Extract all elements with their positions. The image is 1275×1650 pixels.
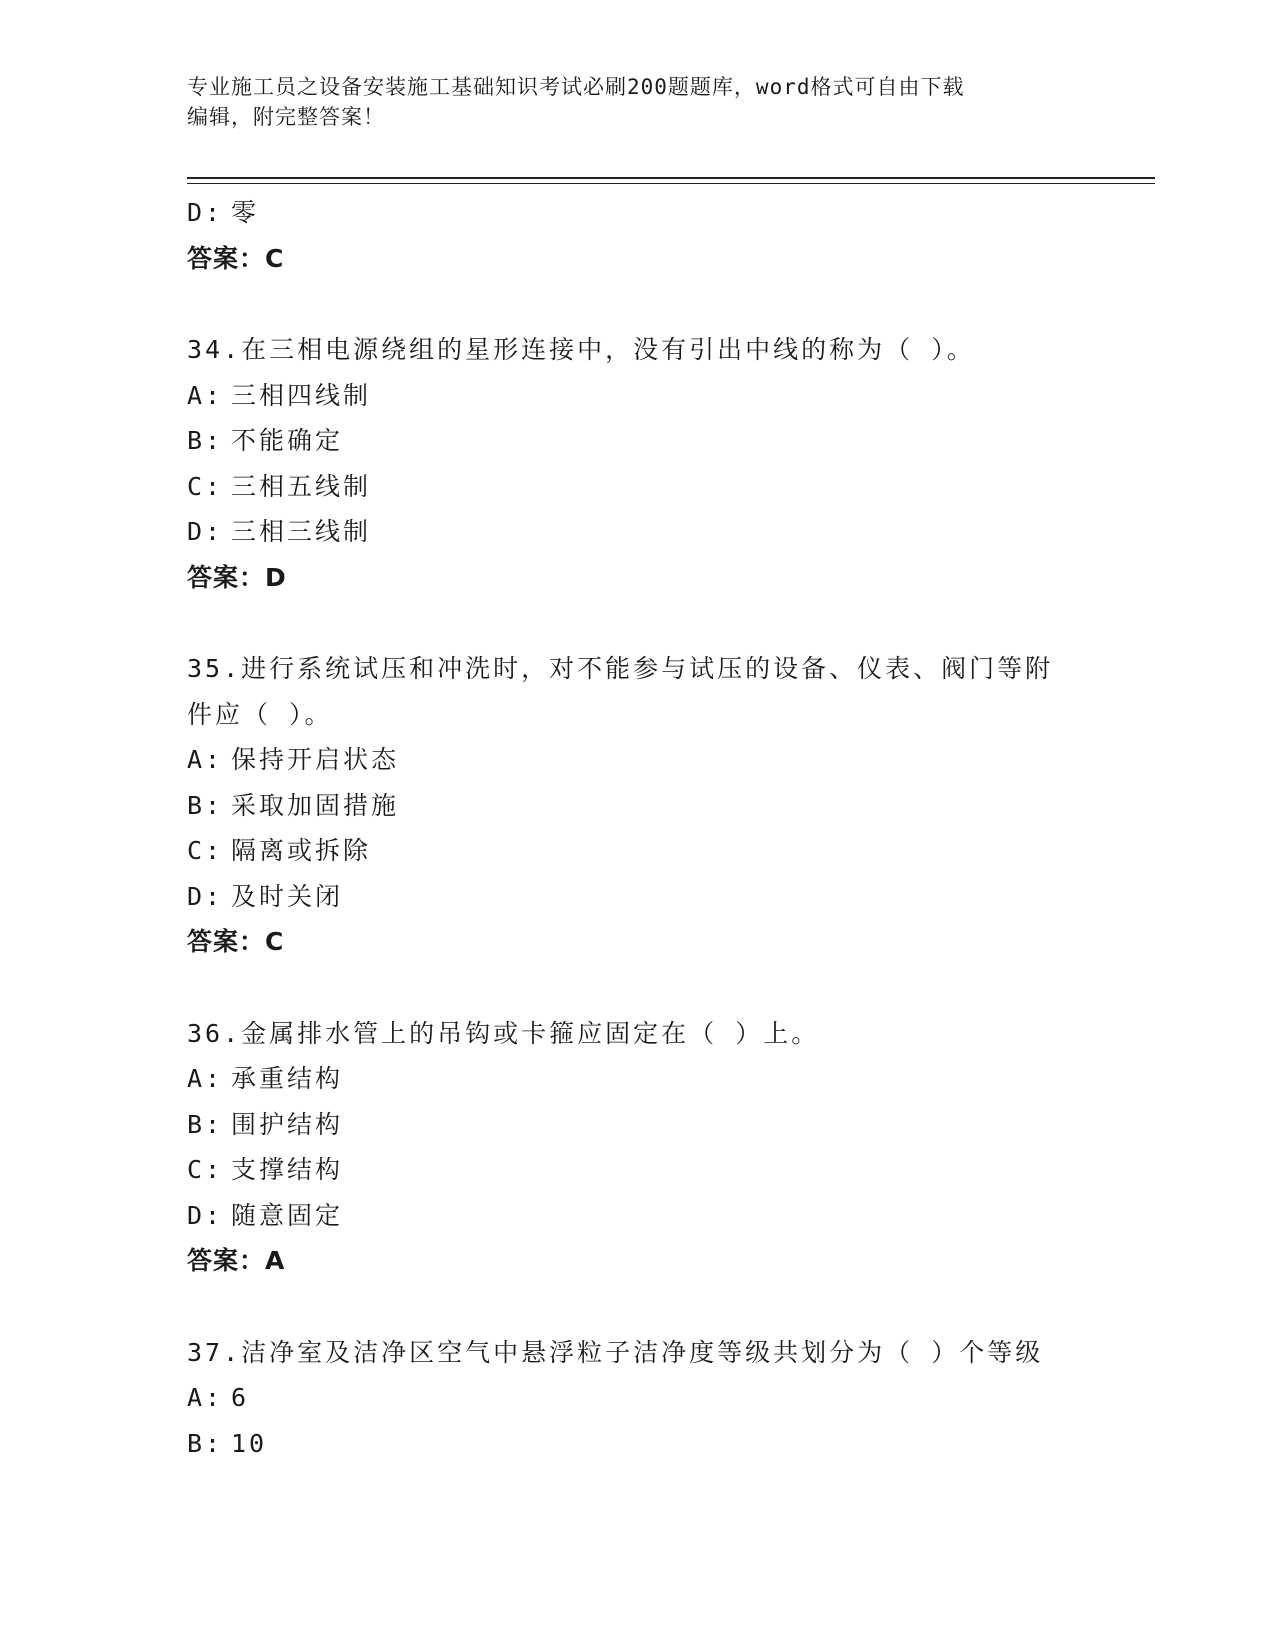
option-row [187,373,1087,419]
answer-line: 答案：D [187,562,287,592]
option-key: B: [187,790,224,820]
option-row [187,190,1087,236]
option-key: D: [187,517,224,546]
option-key: A: [187,745,224,774]
option-key: A: [187,380,224,410]
question-stem-35-cont: 件应（ ）。 [187,699,333,729]
option-text: 隔离或拆除 [231,836,372,865]
option-row [187,1102,1087,1148]
page-header [187,72,1087,132]
option-row [187,737,1087,783]
option-row [187,418,1087,464]
option-row [187,1056,1087,1102]
option-key: C: [187,1155,224,1184]
question-stem-34: 34.在三相电源绕组的星形连接中，没有引出中线的称为（ ）。 [187,335,975,364]
question-stem-36: 36.金属排水管上的吊钩或卡箍应固定在（ ）上。 [187,1018,820,1048]
option-text: 三相三线制 [231,517,372,546]
option-text: 不能确定 [231,426,344,455]
option-text: 围护结构 [231,1109,344,1139]
option-text: 保持开启状态 [231,745,400,774]
question-stem-37: 37.洁净室及洁净区空气中悬浮粒子洁净度等级共划分为（ ）个等级 [187,1337,1044,1367]
option-row [187,1147,1087,1193]
option-row [187,828,1087,874]
answer-line: 答案：C [187,243,285,273]
option-key: C: [187,836,224,865]
option-key: A: [187,1383,224,1412]
header-line-1: 专业施工员之设备安装施工基础知识考试必刷200题题库，word格式可自由下载 [187,75,965,99]
option-key: D: [187,198,224,227]
spacer [187,965,1087,1011]
option-row [187,1375,1087,1421]
option-key: C: [187,471,224,501]
option-text: 三相五线制 [231,471,372,501]
answer-line: 答案：A [187,1246,286,1275]
option-key: B: [187,1428,224,1458]
option-row [187,874,1087,920]
header-divider-thin [187,183,1155,184]
option-text: 承重结构 [231,1064,344,1093]
question-content [187,190,1087,1466]
option-row [187,1193,1087,1239]
spacer [187,1284,1087,1330]
answer-line: 答案：C [187,927,285,956]
header-line-2: 编辑，附完整答案！ [187,105,385,129]
option-row [187,1421,1087,1467]
option-key: D: [187,1200,224,1230]
option-text: 采取加固措施 [231,790,400,820]
option-text: 6 [231,1383,250,1412]
option-text: 零 [231,198,260,227]
option-row [187,509,1087,555]
option-key: A: [187,1064,224,1093]
option-text: 支撑结构 [231,1155,344,1184]
header-divider-thick [187,177,1155,179]
question-stem-35: 35.进行系统试压和冲洗时，对不能参与试压的设备、仪表、阀门等附 [187,654,1054,683]
option-text: 及时关闭 [231,881,344,911]
option-text: 随意固定 [231,1200,344,1230]
option-text: 三相四线制 [231,380,372,410]
option-row [187,464,1087,510]
option-text: 10 [231,1428,268,1458]
option-key: B: [187,1109,224,1139]
option-row [187,783,1087,829]
spacer [187,600,1087,646]
option-key: B: [187,426,224,455]
spacer [187,281,1087,327]
option-key: D: [187,881,224,911]
